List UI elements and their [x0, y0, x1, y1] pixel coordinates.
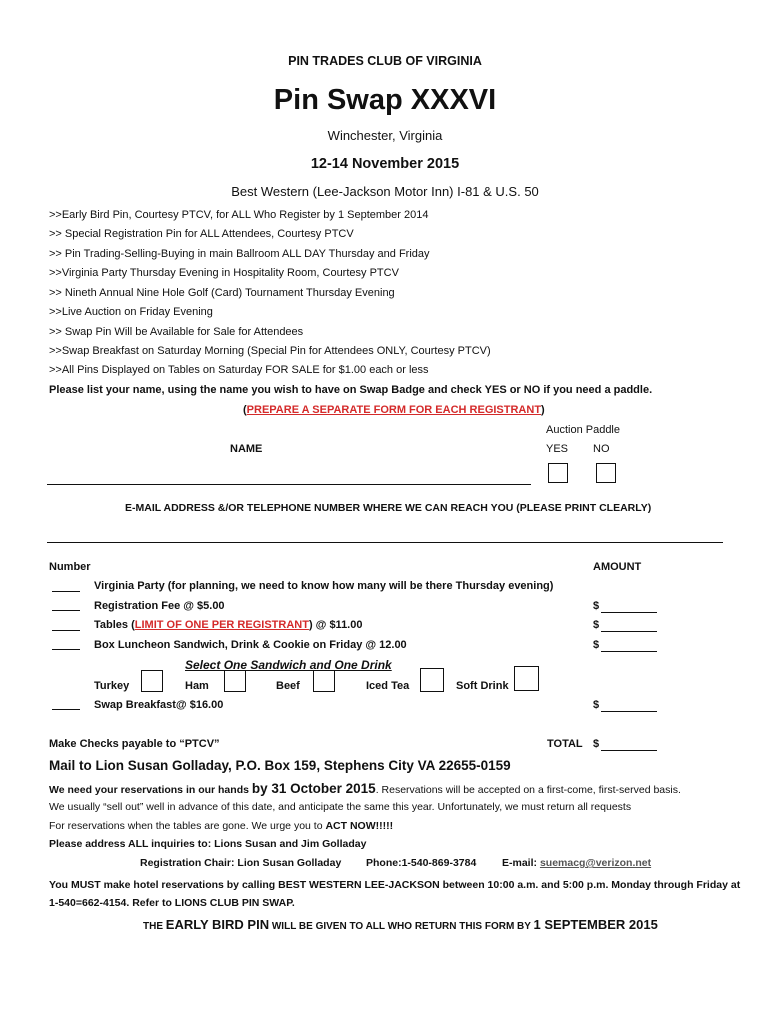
- select-note: Select One Sandwich and One Drink: [185, 658, 392, 672]
- bullet-item: >> Nineth Annual Nine Hole Golf (Card) Tournament Thursday Evening: [49, 287, 395, 299]
- bullet-item: >>Virginia Party Thursday Evening in Hospitality Room, Courtesy PTCV: [49, 267, 399, 279]
- email-prefix: E-mail:: [502, 857, 540, 869]
- venue-line: Best Western (Lee-Jackson Motor Inn) I-81 & U.S. 50: [231, 184, 539, 199]
- quantity-virginia-party[interactable]: [52, 591, 80, 592]
- deadline-date: by 31 October 2015: [251, 781, 376, 796]
- reservation-deadline: [49, 781, 681, 796]
- choice-soft-drink-checkbox[interactable]: [514, 666, 539, 691]
- item-registration: Registration Fee @ $5.00: [94, 600, 225, 612]
- inquiries-line: Please address ALL inquiries to: Lions Susan and Jim Golladay: [49, 838, 367, 850]
- no-label: NO: [593, 443, 610, 455]
- total-dollar: $: [593, 738, 600, 750]
- paddle-yes-checkbox[interactable]: [548, 463, 568, 483]
- page-title: Pin Swap XXXVI: [273, 84, 497, 116]
- mail-address: Mail to Lion Susan Golladay, P.O. Box 159, Stephens City VA 22655-0159: [49, 758, 511, 773]
- choice-iced-tea-checkbox[interactable]: [420, 668, 444, 692]
- yes-label: YES: [546, 443, 569, 455]
- choice-ham-checkbox[interactable]: [224, 670, 246, 692]
- email-input-line[interactable]: [47, 542, 723, 543]
- checks-payable: Make Checks payable to “PTCV”: [49, 738, 220, 750]
- city-line: Winchester, Virginia: [327, 128, 443, 143]
- amount-registration[interactable]: [601, 612, 657, 613]
- final-pin: EARLY BIRD PIN: [165, 917, 270, 932]
- name-input-line[interactable]: [47, 484, 531, 485]
- act-now-line: [49, 820, 393, 832]
- event-dates: 12-14 November 2015: [310, 156, 460, 172]
- registration-chair: Registration Chair: Lion Susan Golladay: [140, 857, 342, 869]
- tables-suffix: ) @ $11.00: [308, 619, 363, 631]
- bullet-item: >>Early Bird Pin, Courtesy PTCV, for ALL Who Register by 1 September 2014: [49, 209, 429, 221]
- prepare-close: ): [541, 404, 545, 416]
- final-mid: WILL BE GIVEN TO ALL WHO RETURN THIS FORM BY: [269, 921, 534, 932]
- dollar-sign: $: [593, 619, 600, 631]
- instruction-text: Please list your name, using the name you wish to have on Swap Badge and check YES or NO if you need a paddle.: [49, 384, 653, 396]
- bullet-item: >> Pin Trading-Selling-Buying in main Ballroom ALL DAY Thursday and Friday: [49, 248, 430, 260]
- act-now-prefix: For reservations when the tables are gone. We urge you to: [49, 820, 326, 832]
- act-now-text: ACT NOW!!!!!: [325, 820, 394, 832]
- choice-turkey-label: Turkey: [94, 680, 130, 692]
- deadline-prefix: We need your reservations in our hands: [49, 784, 252, 796]
- bullet-item: >>Swap Breakfast on Saturday Morning (Special Pin for Attendees ONLY, Courtesy PTCV): [49, 345, 491, 357]
- email-link[interactable]: suemacg@verizon.net: [539, 857, 652, 869]
- prepare-note: [243, 404, 545, 416]
- email-label: E-MAIL ADDRESS &/OR TELEPHONE NUMBER WHERE WE CAN REACH YOU (PLEASE PRINT CLEARLY): [125, 502, 652, 514]
- total-amount-field[interactable]: [601, 750, 657, 751]
- bullet-item: >> Swap Pin Will be Available for Sale for Attendees: [49, 326, 304, 338]
- bullet-item: >> Special Registration Pin for ALL Attendees, Courtesy PTCV: [49, 228, 354, 240]
- hotel-line-1: You MUST make hotel reservations by calling BEST WESTERN LEE-JACKSON between 10:00 a.m. and 5:00 p.m. Monday through Friday at: [49, 879, 741, 891]
- total-label: TOTAL: [547, 738, 583, 750]
- item-virginia-party: Virginia Party (for planning, we need to know how many will be there Thursday evening): [94, 580, 554, 592]
- bullet-item: >>All Pins Displayed on Tables on Saturday FOR SALE for $1.00 each or less: [49, 364, 429, 376]
- auction-paddle-label: Auction Paddle: [546, 424, 620, 436]
- prepare-open: (: [243, 404, 247, 416]
- final-the: THE: [143, 921, 166, 932]
- chair-phone: Phone:1-540-869-3784: [366, 857, 477, 869]
- quantity-breakfast[interactable]: [52, 709, 80, 710]
- item-breakfast: Swap Breakfast@ $16.00: [94, 699, 224, 711]
- dollar-sign: $: [593, 699, 600, 711]
- amount-box-lunch[interactable]: [601, 651, 657, 652]
- deadline-suffix: . Reservations will be accepted on a first-come, first-served basis.: [375, 784, 681, 796]
- hotel-line-2: 1-540=662-4154. Refer to LIONS CLUB PIN SWAP.: [49, 897, 295, 909]
- amount-header: AMOUNT: [593, 561, 642, 573]
- amount-breakfast[interactable]: [601, 711, 657, 712]
- amount-tables[interactable]: [601, 631, 657, 632]
- chair-email: [502, 857, 651, 869]
- dollar-sign: $: [593, 600, 600, 612]
- final-date: 1 SEPTEMBER 2015: [533, 917, 658, 932]
- item-box-lunch: Box Luncheon Sandwich, Drink & Cookie on Friday @ 12.00: [94, 639, 407, 651]
- quantity-box-lunch[interactable]: [52, 649, 80, 650]
- tables-limit: LIMIT OF ONE PER REGISTRANT: [134, 619, 309, 631]
- choice-ham-label: Ham: [185, 680, 209, 692]
- choice-iced-tea-label: Iced Tea: [366, 680, 410, 692]
- choice-beef-label: Beef: [276, 680, 300, 692]
- number-header: Number: [49, 561, 91, 573]
- dollar-sign: $: [593, 639, 600, 651]
- tables-prefix: Tables (: [94, 619, 135, 631]
- choice-soft-drink-label: Soft Drink: [456, 680, 509, 692]
- item-tables: [94, 619, 362, 631]
- sell-out-note: We usually “sell out” well in advance of this date, and anticipate the same this year. Unfortunately, we must return all requests: [49, 801, 632, 813]
- name-label: NAME: [230, 443, 263, 455]
- prepare-link: PREPARE A SEPARATE FORM FOR EACH REGISTRANT: [246, 404, 542, 416]
- choice-beef-checkbox[interactable]: [313, 670, 335, 692]
- club-name: PIN TRADES CLUB OF VIRGINIA: [288, 54, 482, 68]
- paddle-no-checkbox[interactable]: [596, 463, 616, 483]
- early-bird-notice: [143, 917, 658, 932]
- bullet-item: >>Live Auction on Friday Evening: [49, 306, 213, 318]
- quantity-registration[interactable]: [52, 610, 80, 611]
- quantity-tables[interactable]: [52, 630, 80, 631]
- choice-turkey-checkbox[interactable]: [141, 670, 163, 692]
